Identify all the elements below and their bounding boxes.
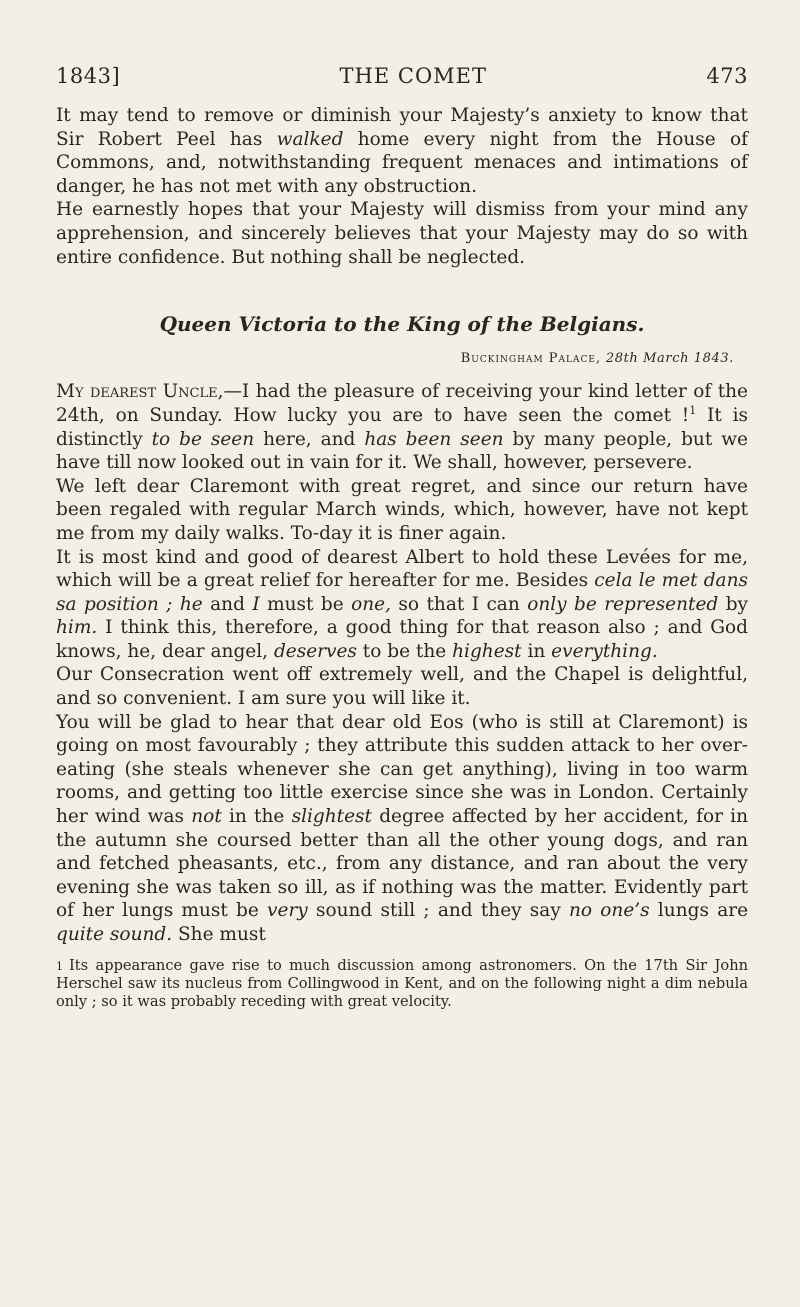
body-text [56, 104, 748, 947]
dateline [56, 347, 734, 371]
footnote-ref: 1 [689, 403, 697, 417]
paragraph: It may tend to remove or diminish your Majesty’s anxiety to know that Sir Robert Peel has walked home every night from the House of Commons, and, notwithstanding frequent menaces and intimations of danger, he has not met with any obstruction. [56, 105, 748, 197]
paragraph: It is most kind and good of dearest Albert to hold these Levées for me, which will be a great relief for hereafter for me. Besides cela le met dans sa position ; he and I must be one, so that I can only be represented by him. I think this, therefore, a good thing for that reason also ; and God knows, he, dear angel, deserves to be the highest in everything. [56, 546, 748, 662]
header-title: THE COMET [339, 64, 487, 88]
paragraph: He earnestly hopes that your Majesty will dismiss from your mind any apprehension, and sincerely believes that your Majesty may do so with entire confidence. But nothing shall be neglected. [56, 199, 748, 268]
paragraph: We left dear Claremont with great regret, and since our return have been regaled with regular March winds, which, however, have not kept me from my daily walks. To-day it is finer again. [56, 475, 748, 544]
dateline-place: Buckingham Palace, [460, 350, 602, 366]
header-year: 1843] [56, 64, 121, 88]
footnote [56, 957, 748, 1011]
letter-title: Queen Victoria to the King of the Belgians. [159, 312, 645, 337]
dateline-date: 28th March 1843. [605, 350, 734, 366]
paragraph: Our Consecration went off extremely well, and the Chapel is delightful, and so convenient. I am sure you will like it. [56, 664, 748, 710]
running-head [56, 64, 748, 88]
salutation: My dearest Uncle, [56, 381, 224, 403]
footnote-number: 1 [56, 959, 63, 973]
paragraph: My dearest Uncle,—I had the pleasure of receiving your kind letter of the 24th, on Sunday. How lucky you are to have seen the comet !$^1$ It is distinctly to be seen here, and has been seen by many people, but we have till now looked out in vain for it. We shall, however, persevere. [56, 381, 748, 474]
paragraph: You will be glad to hear that dear old Eos (who is still at Claremont) is going on most favourably ; they attribute this sudden attack to her over-eating (she steals whenever she can get anything), living in too warm rooms, and getting too little exercise since she was in London. Certainly her wind was not in the slightest degree affected by her accident, for in the autumn she coursed better than all the other young dogs, and ran and fetched pheasants, etc., from any distance, and ran about the very evening she was taken so ill, as if nothing was the matter. Evidently part of her lungs must be very sound still ; and they say no one’s lungs are quite sound. She must [56, 711, 749, 945]
page-number: 473 [706, 64, 748, 88]
footnote-text: Its appearance gave rise to much discussion among astronomers. On the 17th Sir John Herschel saw its nucleus from Collingwood in Kent, and on the following night a dim nebula only ; so it was probably receding with great velocity. [56, 956, 748, 1010]
